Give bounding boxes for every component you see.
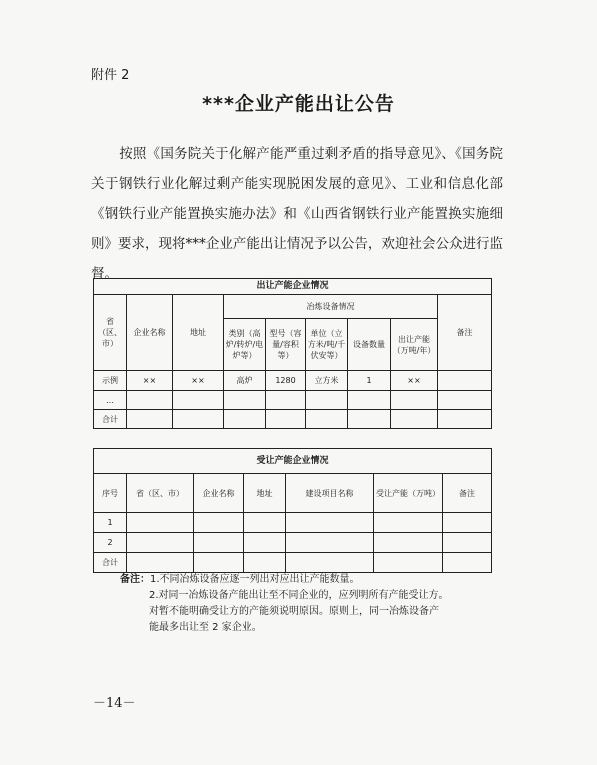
- table-cell: [266, 391, 306, 410]
- table-cell: [438, 371, 492, 391]
- table-cell: 合计: [94, 410, 127, 429]
- note-line-3: 对暂不能明确受让方的产能须说明原因。原则上，同一冶炼设备产: [149, 606, 439, 617]
- header-company: 企业名称: [127, 295, 173, 371]
- table-cell: 1280: [266, 371, 306, 391]
- table-row: [94, 533, 492, 553]
- table-cell: [224, 391, 266, 410]
- table-cell: 1: [348, 371, 391, 391]
- table-cell: [173, 391, 224, 410]
- table-cell: [127, 513, 194, 533]
- table-cell: [374, 533, 443, 553]
- header-model: 型号（容量/容积等）: [266, 319, 306, 371]
- table-cell: [306, 410, 348, 429]
- table-cell: [443, 513, 492, 533]
- table-cell: 合计: [94, 553, 127, 573]
- table-row: [94, 513, 492, 533]
- table-cell: [244, 513, 286, 533]
- table-row: [94, 391, 492, 410]
- table-cell: [244, 533, 286, 553]
- table-row: [94, 410, 492, 429]
- header-unit: 单位（立方米/吨/千伏安等）: [306, 319, 348, 371]
- table-cell: …: [94, 391, 127, 410]
- notes-label: 备注：: [120, 574, 150, 585]
- table-cell: [127, 410, 173, 429]
- table-cell: [127, 391, 173, 410]
- table-cell: [224, 410, 266, 429]
- transfer-out-section-title: 出让产能企业情况: [94, 279, 492, 295]
- table-cell: [348, 410, 391, 429]
- transfer-in-section-title: 受让产能企业情况: [94, 449, 492, 474]
- table-cell: 高炉: [224, 371, 266, 391]
- header-capacity: 受让产能（万吨）: [374, 474, 443, 513]
- table-cell: [194, 553, 244, 573]
- table-row: [94, 553, 492, 573]
- table-cell: [244, 553, 286, 573]
- table-cell: [443, 553, 492, 573]
- body-paragraph: [91, 139, 503, 289]
- note-line-2: 2.对同一冶炼设备产能出让至不同企业的，应列明所有产能受让方。: [149, 590, 449, 601]
- header-index: 序号: [94, 474, 127, 513]
- notes-block: [120, 572, 520, 636]
- header-company: 企业名称: [194, 474, 244, 513]
- table-cell: [286, 513, 374, 533]
- table-cell: [286, 533, 374, 553]
- table-cell: [374, 553, 443, 573]
- table-cell: ××: [391, 371, 438, 391]
- table-cell: [306, 391, 348, 410]
- table-cell: [391, 410, 438, 429]
- table-cell: [194, 533, 244, 553]
- table-cell: ××: [173, 371, 224, 391]
- table-cell: 立方米: [306, 371, 348, 391]
- header-province: 省（区、市）: [94, 295, 127, 371]
- table-cell: [443, 533, 492, 553]
- table-cell: [438, 391, 492, 410]
- header-address: 地址: [173, 295, 224, 371]
- header-address: 地址: [244, 474, 286, 513]
- attachment-label: 附件 2: [91, 68, 130, 83]
- table-cell: [348, 391, 391, 410]
- header-equipment-group: 冶炼设备情况: [224, 295, 438, 319]
- page-number: －14－: [93, 696, 136, 711]
- header-capacity: 出让产能（万吨/年）: [391, 319, 438, 371]
- table-cell: [266, 410, 306, 429]
- table-cell: ××: [127, 371, 173, 391]
- header-remarks: 备注: [438, 295, 492, 371]
- table-cell: 2: [94, 533, 127, 553]
- header-province: 省（区、市）: [127, 474, 194, 513]
- note-line-4: 能最多出让至 2 家企业。: [149, 622, 262, 633]
- table-cell: 示例: [94, 371, 127, 391]
- header-remarks: 备注: [443, 474, 492, 513]
- table-row: [94, 371, 492, 391]
- table-cell: [127, 533, 194, 553]
- body-paragraph-text: 按照《国务院关于化解产能严重过剩矛盾的指导意见》、《国务院关于钢铁行业化解过剩产能实现脱困发展的意见》、工业和信息化部《钢铁行业产能置换实施办法》和《山西省钢铁行业产能置换实施细则》要求，现将***企业产能出让情况予以公告，欢迎社会公众进行监督。: [91, 146, 503, 282]
- page-title: ***企业产能出让公告: [202, 93, 395, 115]
- header-quantity: 设备数量: [348, 319, 391, 371]
- header-project: 建设项目名称: [286, 474, 374, 513]
- table-cell: [374, 513, 443, 533]
- table-cell: [286, 553, 374, 573]
- table-cell: [173, 410, 224, 429]
- table-cell: [391, 391, 438, 410]
- note-line-1: 1.不同冶炼设备应逐一列出对应出让产能数量。: [150, 574, 360, 585]
- table-cell: [438, 410, 492, 429]
- table-cell: [127, 553, 194, 573]
- header-type: 类别（高炉/转炉/电炉等）: [224, 319, 266, 371]
- transfer-out-table: [93, 278, 492, 429]
- table-cell: 1: [94, 513, 127, 533]
- table-cell: [194, 513, 244, 533]
- transfer-in-table: [93, 448, 492, 573]
